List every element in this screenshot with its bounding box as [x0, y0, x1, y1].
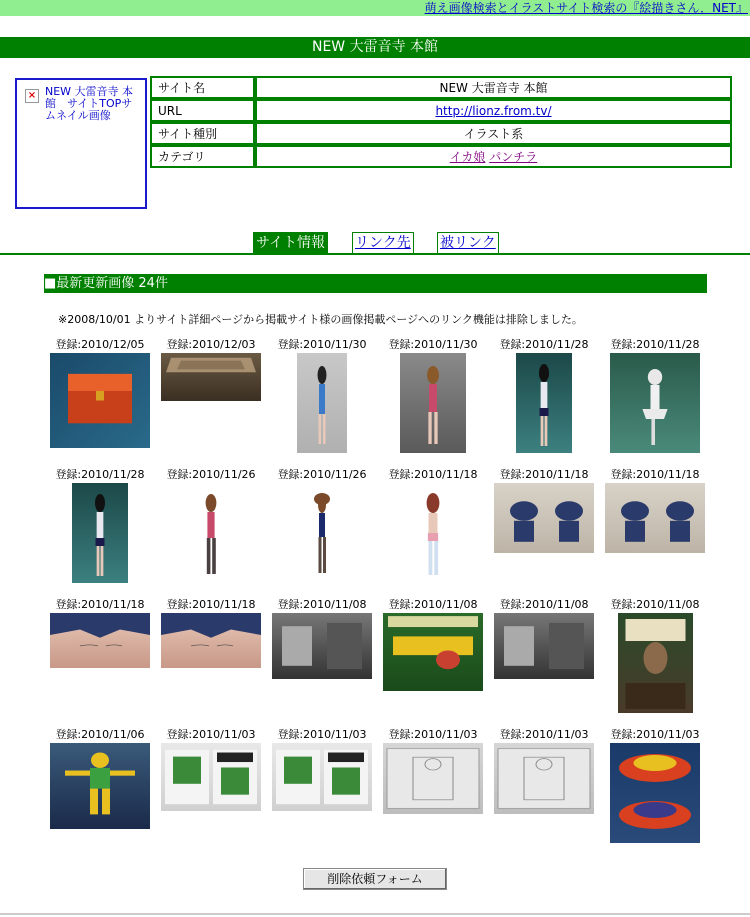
thumbnail-image[interactable]	[272, 613, 372, 679]
registered-date: 登録:2010/11/08	[388, 598, 478, 611]
registered-date: 登録:2010/11/18	[499, 468, 589, 481]
thumbnail-image[interactable]	[383, 613, 483, 691]
thumbnail-alt-text: NEW 大雷音寺 本館 サイトTOPサムネイル画像	[45, 85, 134, 122]
divider	[0, 253, 750, 255]
registered-date: 登録:2010/11/03	[277, 728, 367, 741]
category-link-ika[interactable]: イカ娘	[449, 150, 486, 164]
top-site-link[interactable]: 萌え画像検索とイラストサイト検索の『絵描きさん．NET』	[424, 1, 748, 15]
category-label: カテゴリ	[150, 145, 255, 168]
thumbnail-image[interactable]	[50, 743, 150, 829]
tab-bar	[0, 232, 750, 254]
thumbnail-image[interactable]	[401, 483, 465, 583]
delete-request-button[interactable]: 削除依頼フォーム	[303, 868, 447, 890]
thumbnail-image[interactable]	[516, 353, 572, 453]
registered-date: 登録:2010/11/08	[499, 598, 589, 611]
thumbnail-image[interactable]	[297, 483, 347, 583]
section-header: ■最新更新画像 24件	[44, 274, 707, 293]
thumbnail-image[interactable]	[494, 743, 594, 814]
thumbnail-image[interactable]	[494, 613, 594, 679]
registered-date: 登録:2010/11/30	[388, 338, 478, 351]
site-name-label: サイト名	[150, 76, 255, 99]
thumbnail-image[interactable]	[181, 483, 241, 583]
registered-date: 登録:2010/12/03	[166, 338, 256, 351]
site-url-link[interactable]: http://lionz.from.tv/	[435, 103, 552, 118]
registered-date: 登録:2010/11/28	[610, 338, 700, 351]
registered-date: 登録:2010/11/28	[55, 468, 145, 481]
thumbnail-image[interactable]	[610, 743, 700, 843]
thumbnail-image[interactable]	[272, 743, 372, 811]
site-info-table	[150, 76, 732, 168]
thumbnail-image[interactable]	[72, 483, 128, 583]
thumbnail-image[interactable]	[297, 353, 347, 453]
thumbnail-image[interactable]	[161, 743, 261, 811]
registered-date: 登録:2010/11/08	[610, 598, 700, 611]
registered-date: 登録:2010/11/03	[166, 728, 256, 741]
tab-backlinks[interactable]: 被リンク	[437, 232, 499, 254]
url-label: URL	[150, 99, 255, 122]
thumbnail-image[interactable]	[161, 613, 261, 668]
top-banner	[0, 0, 750, 16]
notice-text: ※2008/10/01 よりサイト詳細ページから掲載サイト様の画像掲載ページへのリンク機能は排除しました。	[58, 313, 583, 326]
site-thumbnail[interactable]	[15, 78, 147, 209]
site-name-value: NEW 大雷音寺 本館	[255, 76, 732, 99]
category-link-panchira[interactable]: パンチラ	[489, 150, 538, 164]
registered-date: 登録:2010/11/26	[166, 468, 256, 481]
registered-date: 登録:2010/11/03	[499, 728, 589, 741]
registered-date: 登録:2010/11/18	[166, 598, 256, 611]
thumbnail-image[interactable]	[618, 613, 693, 713]
tab-links-to[interactable]: リンク先	[352, 232, 414, 254]
type-value: イラスト系	[255, 122, 732, 145]
registered-date: 登録:2010/11/28	[499, 338, 589, 351]
tab-site-info[interactable]: サイト情報	[253, 232, 328, 254]
registered-date: 登録:2010/11/06	[55, 728, 145, 741]
registered-date: 登録:2010/11/03	[610, 728, 700, 741]
registered-date: 登録:2010/11/30	[277, 338, 367, 351]
registered-date: 登録:2010/12/05	[55, 338, 145, 351]
type-label: サイト種別	[150, 122, 255, 145]
registered-date: 登録:2010/11/08	[277, 598, 367, 611]
registered-date: 登録:2010/11/18	[610, 468, 700, 481]
thumbnail-image[interactable]	[400, 353, 466, 453]
page-title: NEW 大雷音寺 本館	[0, 37, 750, 58]
registered-date: 登録:2010/11/03	[388, 728, 478, 741]
thumbnail-image[interactable]	[494, 483, 594, 553]
thumbnail-image[interactable]	[161, 353, 261, 401]
registered-date: 登録:2010/11/18	[388, 468, 478, 481]
registered-date: 登録:2010/11/18	[55, 598, 145, 611]
thumbnail-image[interactable]	[383, 743, 483, 814]
thumbnail-image[interactable]	[50, 353, 150, 448]
bottom-divider	[0, 913, 750, 915]
thumbnail-image[interactable]	[50, 613, 150, 668]
thumbnail-image[interactable]	[610, 353, 700, 453]
registered-date: 登録:2010/11/26	[277, 468, 367, 481]
thumbnail-image[interactable]	[605, 483, 705, 553]
broken-image-icon: ×	[25, 89, 39, 103]
